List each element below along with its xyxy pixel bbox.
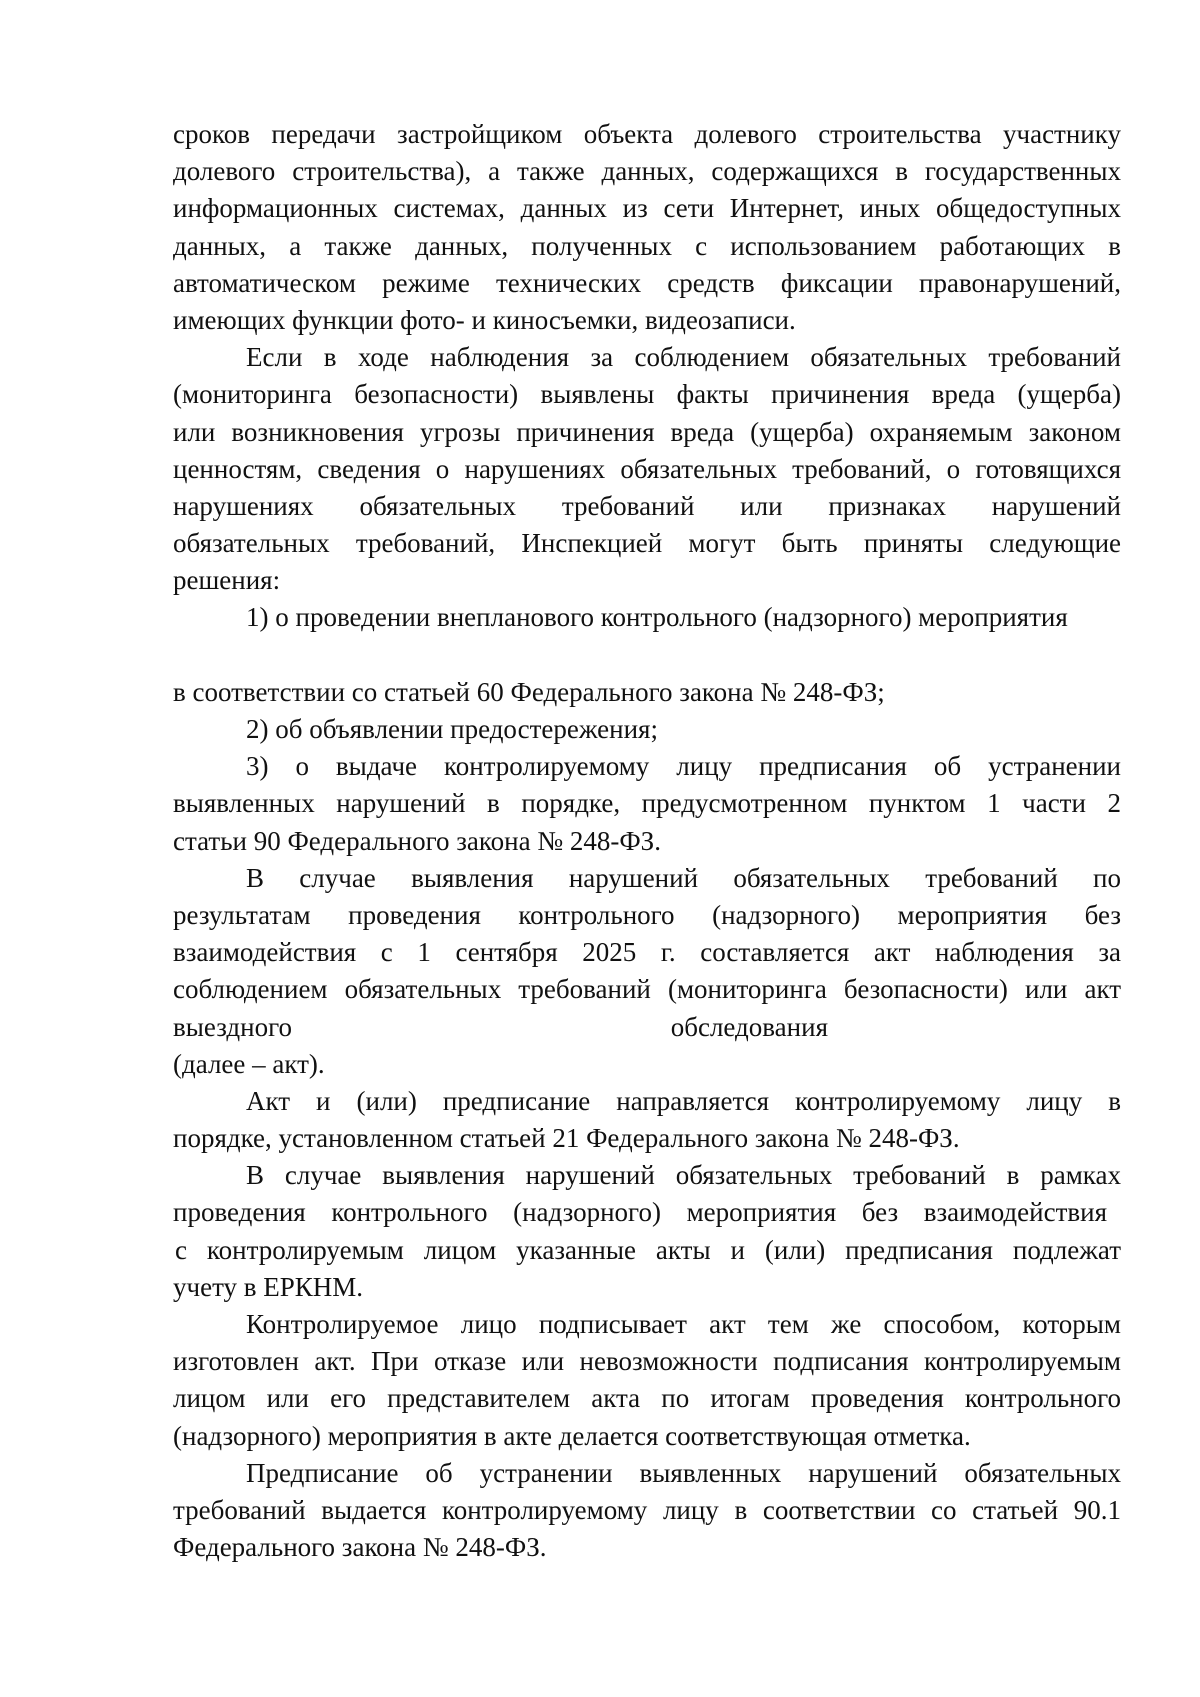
text-line: выездного обследования [173, 1011, 828, 1042]
text-line: обязательных требований, Инспекцией могут быть приняты следующие [173, 528, 1121, 559]
text-line: порядке, установленном статьей 21 Федерального закона № 248-ФЗ. [173, 1123, 960, 1154]
text-line: лицом или его представителем акта по итогам проведения контрольного [173, 1383, 1121, 1414]
text-line: информационных системах, данных из сети Интернет, иных общедоступных [173, 193, 1121, 224]
paragraph-prescription [173, 1455, 1121, 1567]
text-line: Предписание об устранении выявленных нарушений обязательных [246, 1457, 1121, 1488]
text-line: (далее – акт). [173, 1048, 325, 1079]
paragraph-continuation [173, 116, 1121, 339]
text-line: взаимодействия с 1 сентября 2025 г. составляется акт наблюдения за [173, 937, 1121, 968]
text-line: (мониторинга безопасности) выявлены факты причинения вреда (ущерба) [173, 379, 1121, 410]
text-line: 3) о выдаче контролируемому лицу предписания об устранении [246, 751, 1121, 782]
paragraph-erknm [173, 1157, 1121, 1306]
list-item-2 [173, 711, 1121, 748]
text-line: В случае выявления нарушений обязательных требований в рамках [246, 1160, 1121, 1191]
text-line: в соответствии со статьей 60 Федерального закона № 248-ФЗ; [173, 676, 885, 707]
text-line: результатам проведения контрольного (надзорного) мероприятия без [173, 899, 1121, 930]
text-line: нарушениях обязательных требований или признаках нарушений [173, 490, 1121, 521]
text-line: сроков передачи застройщиком объекта долевого строительства участнику [173, 119, 1121, 149]
text-line: 2) об объявлении предостережения; [246, 714, 658, 744]
text-line: В случае выявления нарушений обязательных требований по [246, 862, 1121, 893]
paragraph-act [173, 860, 1121, 1083]
text-line: данных, а также данных, полученных с использованием работающих в [173, 230, 1121, 261]
list-item-3 [173, 748, 1121, 860]
text-line: или возникновения угрозы причинения вреда (ущерба) охраняемым законом [173, 416, 1121, 447]
text-line: ценностям, сведения о нарушениях обязательных требований, о готовящихся [173, 453, 1121, 484]
text-line: решения: [173, 565, 281, 596]
text-line: изготовлен акт. При отказе или невозможности подписания контролируемым [173, 1346, 1121, 1377]
text-line: проведения контрольного (надзорного) мероприятия без взаимодействия [173, 1197, 1107, 1228]
text-line: Акт и (или) предписание направляется контролируемому лицу в [246, 1085, 1121, 1116]
text-line: выявленных нарушений в порядке, предусмотренном пунктом 1 части 2 [173, 788, 1121, 819]
paragraph-signing [173, 1306, 1121, 1455]
text-line: долевого строительства), а также данных, содержащихся в государственных [173, 156, 1121, 187]
text-line: Федерального закона № 248-ФЗ. [173, 1532, 547, 1563]
text-line: статьи 90 Федерального закона № 248-ФЗ. [173, 825, 661, 856]
blank-gap [173, 637, 1121, 674]
text-line: автоматическом режиме технических средств фиксации правонарушений, [173, 267, 1121, 298]
text-line: Если в ходе наблюдения за соблюдением обязательных требований [246, 342, 1121, 373]
text-line: (надзорного) мероприятия в акте делается соответствующая отметка. [173, 1420, 971, 1451]
paragraph-act-delivery [173, 1083, 1121, 1157]
text-line: соблюдением обязательных требований (мониторинга безопасности) или акт [173, 974, 1121, 1005]
text-line: требований выдается контролируемому лицу в соответствии со статьей 90.1 [173, 1494, 1121, 1525]
text-line: Контролируемое лицо подписывает акт тем же способом, которым [246, 1309, 1121, 1339]
text-line: имеющих функции фото- и киносъемки, видеозаписи. [173, 304, 796, 335]
text-line: с контролируемым лицом указанные акты и (или) предписания подлежат [175, 1234, 1121, 1265]
document-page [173, 116, 1121, 1566]
text-line: учету в ЕРКНМ. [173, 1271, 364, 1302]
list-item-1-continuation [173, 674, 1121, 711]
list-item-1 [173, 599, 1121, 636]
paragraph-monitoring-decisions [173, 339, 1121, 599]
text-line: 1) о проведении внепланового контрольного (надзорного) мероприятия [246, 602, 1068, 633]
